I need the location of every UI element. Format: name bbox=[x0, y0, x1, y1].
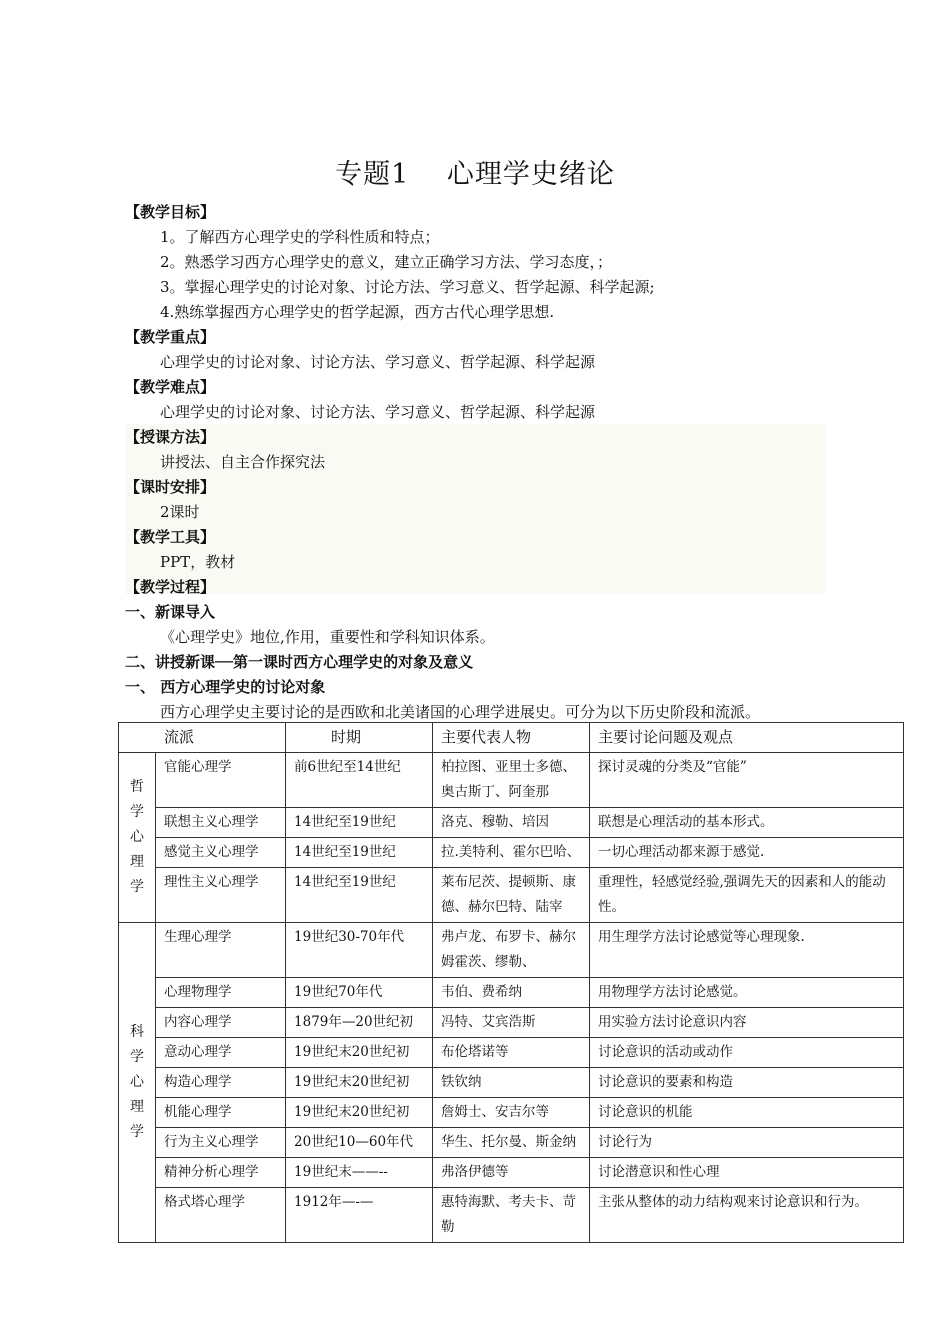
cell-school: 格式塔心理学 bbox=[156, 1188, 286, 1243]
document-body bbox=[125, 200, 825, 725]
cell-period: 19世纪末20世纪初 bbox=[286, 1038, 433, 1068]
cell-views: 讨论行为 bbox=[590, 1128, 904, 1158]
table-row bbox=[119, 1038, 904, 1068]
schedule-heading: 【课时安排】 bbox=[125, 478, 216, 496]
sub1-heading: 一、 西方心理学史的讨论对象 bbox=[125, 678, 326, 696]
table-header-row bbox=[119, 723, 904, 753]
table-row bbox=[119, 978, 904, 1008]
page-title: 专题1 心理学史绪论 bbox=[335, 159, 615, 190]
table-row bbox=[119, 923, 904, 978]
cell-school: 意动心理学 bbox=[156, 1038, 286, 1068]
schools-table bbox=[118, 722, 904, 1243]
cell-period: 前6世纪至14世纪 bbox=[286, 753, 433, 808]
cell-school: 官能心理学 bbox=[156, 753, 286, 808]
cell-figures: 华生、托尔曼、斯金纳 bbox=[433, 1128, 590, 1158]
cell-school: 内容心理学 bbox=[156, 1008, 286, 1038]
cell-views: 讨论意识的机能 bbox=[590, 1098, 904, 1128]
difficulties-heading: 【教学难点】 bbox=[125, 378, 216, 396]
cell-views: 用生理学方法讨论感觉等心理现象. bbox=[590, 923, 904, 978]
table-row bbox=[119, 1188, 904, 1243]
cell-period: 19世纪70年代 bbox=[286, 978, 433, 1008]
cell-figures: 铁钦纳 bbox=[433, 1068, 590, 1098]
category-label: 哲学心理学 bbox=[130, 779, 144, 895]
category-cell bbox=[119, 753, 156, 923]
cell-period: 19世纪30-70年代 bbox=[286, 923, 433, 978]
cell-views: 探讨灵魂的分类及“官能” bbox=[590, 753, 904, 808]
table-row bbox=[119, 1128, 904, 1158]
cell-views: 重理性，轻感觉经验,强调先天的因素和人的能动性。 bbox=[590, 868, 904, 923]
cell-school: 理性主义心理学 bbox=[156, 868, 286, 923]
cell-views: 用物理学方法讨论感觉。 bbox=[590, 978, 904, 1008]
header-figures: 主要代表人物 bbox=[433, 723, 590, 753]
objective-item: 3。掌握心理学史的讨论对象、讨论方法、学习意义、哲学起源、科学起源; bbox=[160, 278, 655, 296]
objective-item: 2。熟悉学习西方心理学史的意义，建立正确学习方法、学习态度，； bbox=[160, 253, 613, 271]
difficulties-text: 心理学史的讨论对象、讨论方法、学习意义、哲学起源、科学起源 bbox=[160, 403, 596, 421]
table-row bbox=[119, 1068, 904, 1098]
cell-figures: 拉.美特利、霍尔巴哈、 bbox=[433, 838, 590, 868]
part2-heading: 二、讲授新课──第一课时西方心理学史的对象及意义 bbox=[125, 653, 474, 671]
cell-views: 用实验方法讨论意识内容 bbox=[590, 1008, 904, 1038]
category-label: 科学心理学 bbox=[130, 1024, 144, 1140]
cell-figures: 布伦塔诺等 bbox=[433, 1038, 590, 1068]
objective-item: 1。了解西方心理学史的学科性质和特点； bbox=[160, 228, 440, 246]
objective-item: 4.熟练掌握西方心理学史的哲学起源，西方古代心理学思想. bbox=[160, 303, 555, 321]
table-row bbox=[119, 868, 904, 923]
sub1-text: 西方心理学史主要讨论的是西欧和北美诸国的心理学进展史。可分为以下历史阶段和流派。 bbox=[160, 703, 761, 721]
cell-school: 生理心理学 bbox=[156, 923, 286, 978]
cell-school: 感觉主义心理学 bbox=[156, 838, 286, 868]
cell-views: 主张从整体的动力结构观来讨论意识和行为。 bbox=[590, 1188, 904, 1243]
part1-heading: 一、新课导入 bbox=[125, 603, 216, 621]
cell-figures: 弗卢龙、布罗卡、赫尔姆霍茨、缪勒、 bbox=[433, 923, 590, 978]
table-row bbox=[119, 1098, 904, 1128]
part1-text: 《心理学史》地位,作用，重要性和学科知识体系。 bbox=[160, 628, 495, 646]
cell-figures: 柏拉图、亚里士多德、奥古斯丁、阿奎那 bbox=[433, 753, 590, 808]
category-cell bbox=[119, 923, 156, 1243]
cell-views: 讨论意识的要素和构造 bbox=[590, 1068, 904, 1098]
schedule-text: 2课时 bbox=[160, 503, 200, 521]
cell-school: 精神分析心理学 bbox=[156, 1158, 286, 1188]
cell-views: 讨论意识的活动或动作 bbox=[590, 1038, 904, 1068]
cell-period: 14世纪至19世纪 bbox=[286, 808, 433, 838]
cell-period: 1912年—-— bbox=[286, 1188, 433, 1243]
cell-figures: 弗洛伊德等 bbox=[433, 1158, 590, 1188]
table-row bbox=[119, 1158, 904, 1188]
cell-figures: 詹姆士、安吉尔等 bbox=[433, 1098, 590, 1128]
process-heading: 【教学过程】 bbox=[125, 578, 216, 596]
cell-figures: 洛克、穆勒、培因 bbox=[433, 808, 590, 838]
header-school: 流派 bbox=[119, 723, 286, 753]
cell-views: 讨论潜意识和性心理 bbox=[590, 1158, 904, 1188]
cell-figures: 莱布尼茨、提顿斯、康德、赫尔巴特、陆宰 bbox=[433, 868, 590, 923]
table-row bbox=[119, 1008, 904, 1038]
tools-text: PPT，教材 bbox=[160, 553, 236, 571]
header-period: 时期 bbox=[286, 723, 433, 753]
cell-school: 行为主义心理学 bbox=[156, 1128, 286, 1158]
cell-views: 一切心理活动都来源于感觉. bbox=[590, 838, 904, 868]
cell-school: 心理物理学 bbox=[156, 978, 286, 1008]
cell-period: 14世纪至19世纪 bbox=[286, 868, 433, 923]
cell-figures: 惠特海默、考夫卡、苛勒 bbox=[433, 1188, 590, 1243]
table-row bbox=[119, 808, 904, 838]
header-views: 主要讨论问题及观点 bbox=[590, 723, 904, 753]
cell-period: 19世纪末20世纪初 bbox=[286, 1068, 433, 1098]
cell-school: 联想主义心理学 bbox=[156, 808, 286, 838]
cell-period: 19世纪末20世纪初 bbox=[286, 1098, 433, 1128]
methods-text: 讲授法、自主合作探究法 bbox=[160, 453, 326, 471]
cell-school: 机能心理学 bbox=[156, 1098, 286, 1128]
table-row bbox=[119, 838, 904, 868]
key-points-text: 心理学史的讨论对象、讨论方法、学习意义、哲学起源、科学起源 bbox=[160, 353, 596, 371]
cell-period: 1879年—20世纪初 bbox=[286, 1008, 433, 1038]
cell-school: 构造心理学 bbox=[156, 1068, 286, 1098]
objectives-heading: 【教学目标】 bbox=[125, 203, 216, 221]
cell-period: 19世纪末——-- bbox=[286, 1158, 433, 1188]
tools-heading: 【教学工具】 bbox=[125, 528, 216, 546]
cell-figures: 韦伯、费希纳 bbox=[433, 978, 590, 1008]
cell-figures: 冯特、艾宾浩斯 bbox=[433, 1008, 590, 1038]
cell-period: 14世纪至19世纪 bbox=[286, 838, 433, 868]
cell-period: 20世纪10—60年代 bbox=[286, 1128, 433, 1158]
methods-heading: 【授课方法】 bbox=[125, 428, 216, 446]
schools-table-wrapper bbox=[118, 722, 903, 1243]
table-row bbox=[119, 753, 904, 808]
cell-views: 联想是心理活动的基本形式。 bbox=[590, 808, 904, 838]
key-points-heading: 【教学重点】 bbox=[125, 328, 216, 346]
